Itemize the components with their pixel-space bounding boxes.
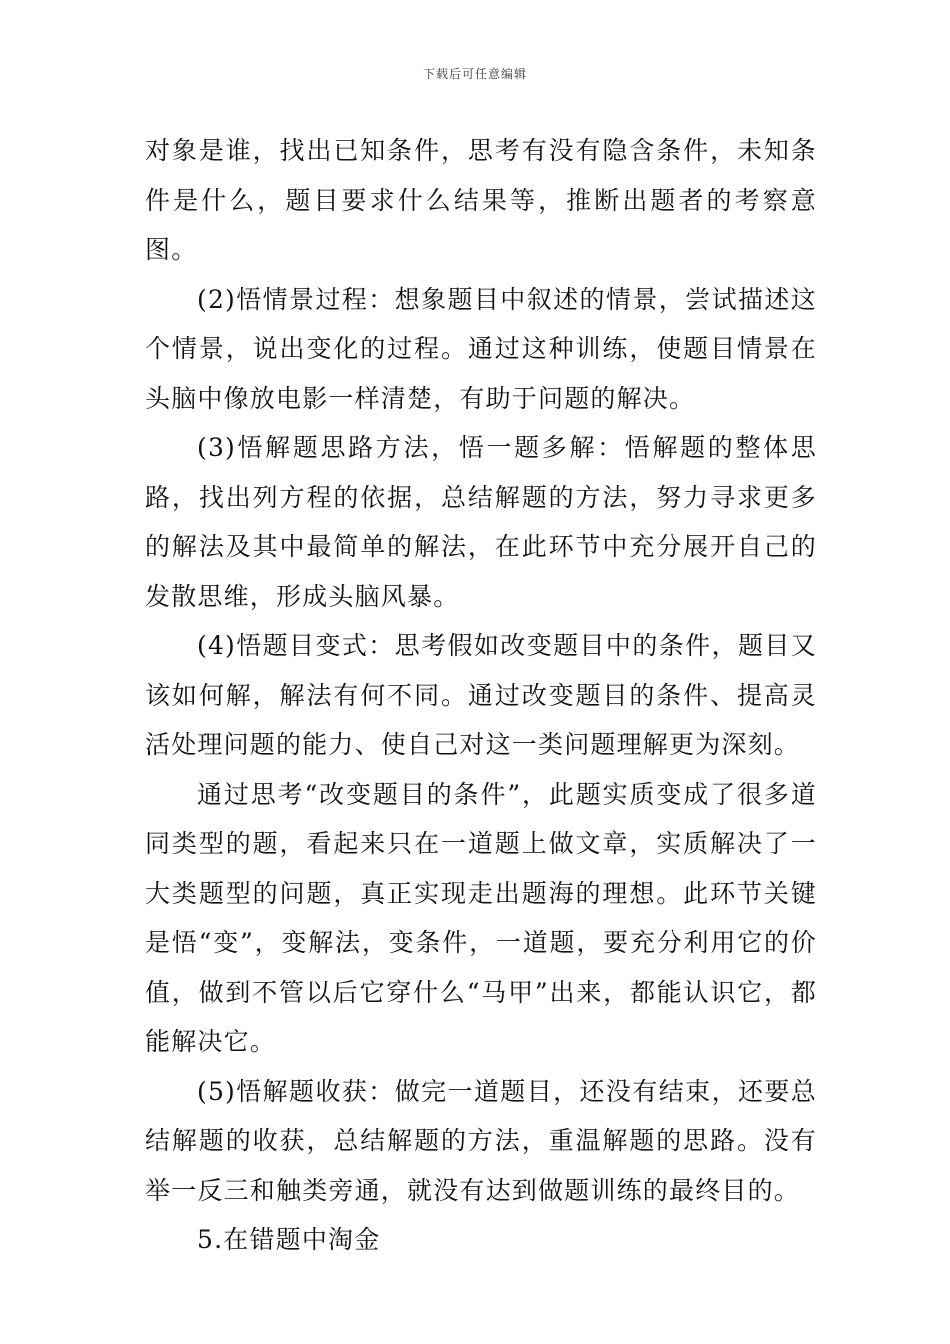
paragraph-continuation: 对象是谁，找出已知条件，思考有没有隐含条件，未知条件是什么，题目要求什么结果等，推断出题者的考察意图。 <box>145 136 817 264</box>
document-body <box>145 126 817 1265</box>
section-heading-mistakes: 5.在错题中淘金 <box>197 1225 381 1254</box>
paragraph-problem-variants: (4)悟题目变式：思考假如改变题目中的条件，题目又该如何解，解法有何不同。通过改变题目的条件、提高灵活处理问题的能力、使自己对这一类问题理解更为深刻。 <box>145 631 817 759</box>
page-header: 下载后可任意编辑 <box>422 67 527 81</box>
paragraph-solution-methods: (3)悟解题思路方法，悟一题多解：悟解题的整体思路，找出列方程的依据，总结解题的方法，努力寻求更多的解法及其中最简单的解法，在此环节中充分展开自己的发散思维，形成头脑风暴。 <box>145 433 817 611</box>
paragraph-scenario-process: (2)悟情景过程：想象题目中叙述的情景，尝试描述这个情景，说出变化的过程。通过这种训练，使题目情景在头脑中像放电影一样清楚，有助于问题的解决。 <box>145 284 817 413</box>
paragraph-changing-conditions: 通过思考“改变题目的条件”，此题实质变成了很多道同类型的题，看起来只在一道题上做文章，实质解决了一大类题型的问题，真正实现走出题海的理想。此环节关键是悟“变”，变解法，变条件，一道题，要充分利用它的价值，做到不管以后它穿什么“马甲”出来，都能认识它，都能解决它。 <box>145 779 817 1056</box>
paragraph-solving-gains: (5)悟解题收获：做完一道题目，还没有结束，还要总结解题的收获，总结解题的方法，重温解题的思路。没有举一反三和触类旁通，就没有达到做题训练的最终目的。 <box>145 1076 817 1205</box>
